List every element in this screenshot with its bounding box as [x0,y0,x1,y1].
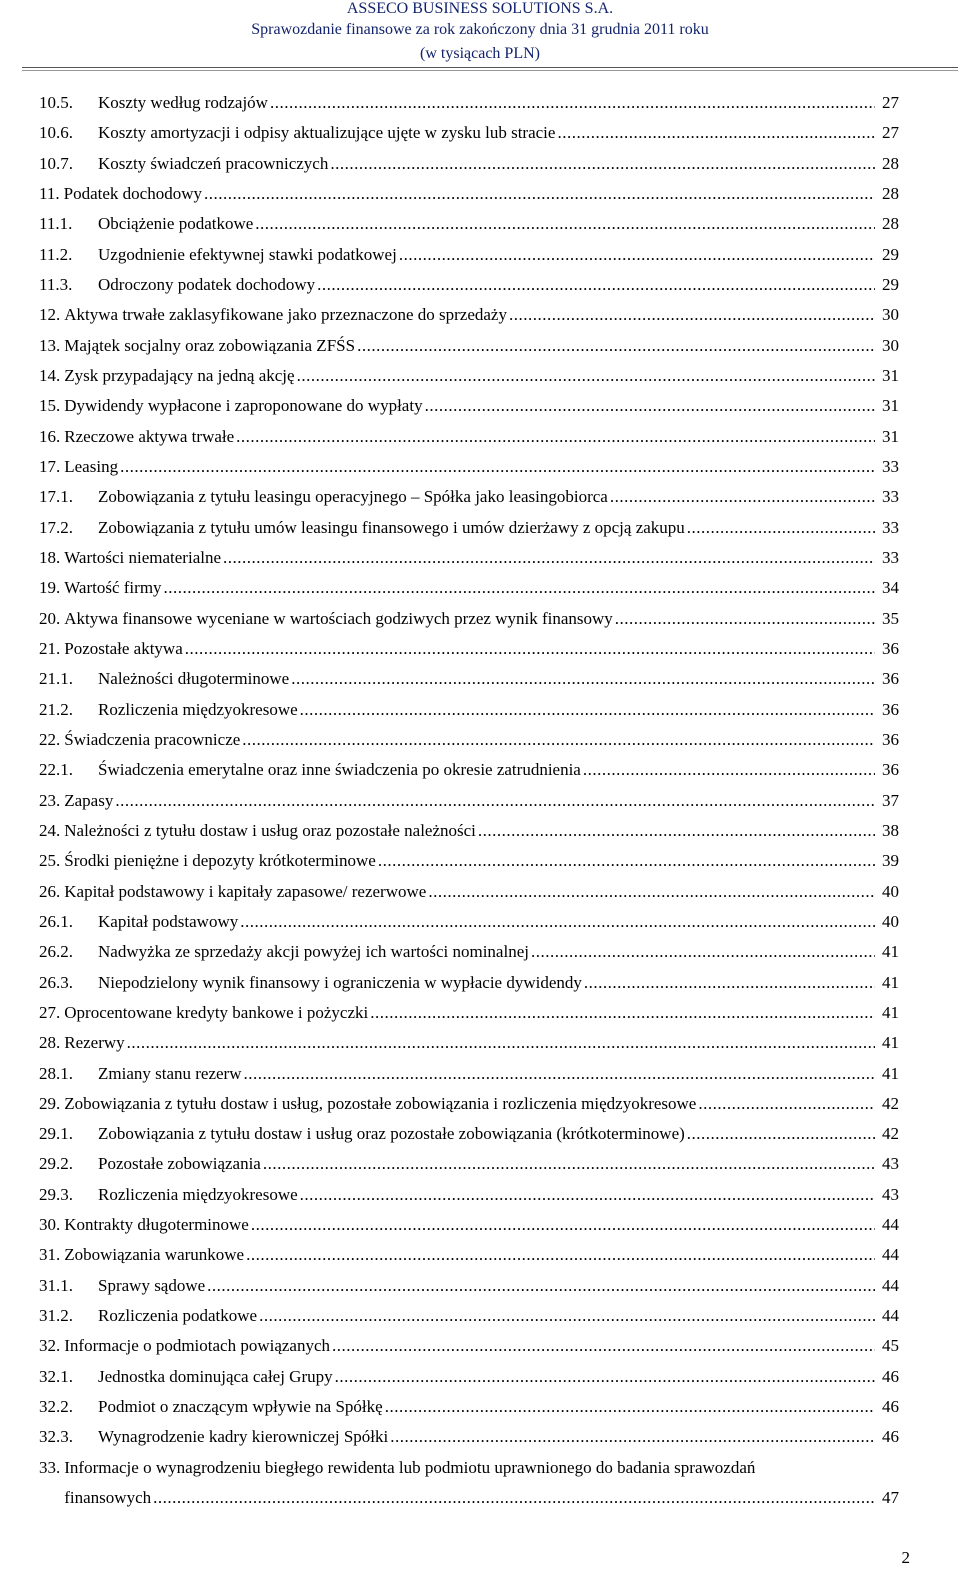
toc-leader-dots [557,118,875,148]
toc-entry-title: Wynagrodzenie kadry kierowniczej Spółki [98,1422,388,1452]
toc-entry-title: Nadwyżka ze sprzedaży akcji powyżej ich wartości nominalnej [98,937,529,967]
toc-entry[interactable] [0,1210,960,1240]
toc-entry-number: 28.1. [39,1063,73,1083]
toc-entry-number: 31.2. [39,1306,73,1326]
toc-entry[interactable] [0,1089,960,1119]
toc-entry-title: Dywidendy wypłacone i zaproponowane do wypłaty [64,391,422,421]
toc-leader-dots [390,1422,875,1452]
toc-entry-number: 25. [39,851,61,871]
toc-entry[interactable] [0,240,960,270]
toc-entry-title: Majątek socjalny oraz zobowiązania ZFŚS [64,331,355,361]
toc-entry-page: 33 [882,487,899,507]
header-divider-secondary [22,70,958,71]
toc-entry-page: 44 [882,1275,899,1295]
toc-entry-page: 31 [882,365,899,385]
toc-entry-number: 17.2. [39,517,73,537]
toc-entry-number: 12. [39,305,61,325]
toc-entry-title: Świadczenia emerytalne oraz inne świadczenia po okresie zatrudnienia [98,755,581,785]
toc-entry-title: Rozliczenia międzyokresowe [98,695,298,725]
toc-entry[interactable] [0,482,960,512]
toc-entry[interactable] [0,1119,960,1149]
toc-leader-dots [120,452,875,482]
toc-entry-page: 42 [882,1093,899,1113]
toc-leader-dots [236,422,875,452]
toc-entry-title-continued: finansowych [64,1483,151,1513]
toc-entry-title: Rezerwy [64,1028,124,1058]
toc-entry-page: 44 [882,1215,899,1235]
toc-entry[interactable] [0,300,960,330]
toc-entry-title: Odroczony podatek dochodowy [98,270,315,300]
toc-entry-title: Kapitał podstawowy [98,907,238,937]
toc-leader-dots [357,331,875,361]
toc-entry-title: Zobowiązania warunkowe [64,1240,244,1270]
toc-leader-dots [509,300,875,330]
toc-entry-number: 28. [39,1033,61,1053]
toc-entry[interactable] [0,664,960,694]
toc-leader-dots [531,937,875,967]
toc-entry-page: 30 [882,305,899,325]
toc-leader-dots [425,391,875,421]
toc-leader-dots [207,1271,875,1301]
toc-entry[interactable] [0,331,960,361]
toc-entry-page: 44 [882,1306,899,1326]
toc-entry-title: Podatek dochodowy [64,179,202,209]
toc-entry-number: 18. [39,547,61,567]
toc-entry[interactable] [0,361,960,391]
report-units: (w tysiącach PLN) [420,45,540,62]
toc-entry-title: Uzgodnienie efektywnej stawki podatkowej [98,240,397,270]
toc-entry[interactable] [0,1240,960,1270]
toc-entry-number: 21.1. [39,669,73,689]
toc-entry-title: Oprocentowane kredyty bankowe i pożyczki [64,998,368,1028]
toc-entry-number: 29. [39,1093,61,1113]
toc-entry-number: 11.3. [39,274,73,294]
toc-entry-number: 26.3. [39,972,73,992]
toc-entry-page: 43 [882,1184,899,1204]
toc-entry-title: Kontrakty długoterminowe [64,1210,249,1240]
toc-entry-title: Informacje o podmiotach powiązanych [64,1331,330,1361]
toc-entry-page: 45 [882,1336,899,1356]
toc-entry-number: 32.1. [39,1366,73,1386]
toc-leader-dots [240,907,875,937]
toc-leader-dots [332,1331,875,1361]
toc-entry-number: 14. [39,365,61,385]
page-number: 2 [901,1548,910,1567]
toc-entry-page: 41 [882,972,899,992]
toc-entry-page: 37 [882,790,899,810]
toc-entry-page: 33 [882,517,899,537]
toc-leader-dots [687,513,875,543]
toc-entry-page: 31 [882,426,899,446]
toc-entry-title: Kapitał podstawowy i kapitały zapasowe/ rezerwowe [64,877,426,907]
toc-entry-number: 17. [39,456,61,476]
toc-entry[interactable] [0,816,960,846]
toc-entry-page: 27 [882,123,899,143]
toc-entry-page: 35 [882,608,899,628]
toc-entry-page: 28 [882,153,899,173]
toc-entry[interactable] [0,1301,960,1331]
toc-entry-number: 11. [39,183,60,203]
toc-leader-dots [204,179,875,209]
toc-leader-dots [687,1119,875,1149]
toc-entry-title: Zmiany stanu rezerw [98,1059,242,1089]
toc-entry-page: 46 [882,1397,899,1417]
toc-entry[interactable] [0,543,960,573]
toc-entry[interactable] [0,452,960,482]
toc-entry-title: Środki pieniężne i depozyty krótkoterminowe [64,846,376,876]
toc-entry[interactable] [0,1149,960,1179]
toc-entry[interactable] [0,907,960,937]
toc-entry[interactable] [0,1180,960,1210]
toc-entry-number: 31.1. [39,1275,73,1295]
toc-entry-title: Zobowiązania z tytułu dostaw i usług oraz pozostałe zobowiązania (krótkoterminowe) [98,1119,685,1149]
toc-entry-number: 32.2. [39,1397,73,1417]
toc-leader-dots [127,1028,875,1058]
toc-entry-page: 36 [882,638,899,658]
toc-leader-dots [115,786,875,816]
toc-entry-title: Rozliczenia podatkowe [98,1301,257,1331]
toc-leader-dots [330,149,875,179]
table-of-contents [0,88,960,1513]
toc-entry[interactable] [0,118,960,148]
toc-leader-dots [291,664,875,694]
toc-leader-dots [259,1301,875,1331]
toc-entry[interactable] [0,1453,960,1513]
toc-entry[interactable] [0,270,960,300]
toc-entry-number: 32.3. [39,1427,73,1447]
toc-entry-title: Rzeczowe aktywa trwałe [64,422,234,452]
toc-entry-number: 29.1. [39,1124,73,1144]
toc-entry[interactable] [0,209,960,239]
toc-entry-number: 23. [39,790,61,810]
toc-entry-number: 21. [39,638,61,658]
toc-leader-dots [385,1392,875,1422]
toc-entry-number: 27. [39,1002,61,1022]
company-name: ASSECO BUSINESS SOLUTIONS S.A. [346,0,614,17]
toc-leader-dots [270,88,875,118]
toc-entry-title: Zobowiązania z tytułu umów leasingu finansowego i umów dzierżawy z opcją zakupu [98,513,685,543]
toc-entry[interactable] [0,573,960,603]
toc-entry-number: 26. [39,881,61,901]
toc-entry[interactable] [0,513,960,543]
toc-leader-dots [399,240,875,270]
toc-entry-title: Pozostałe aktywa [64,634,183,664]
toc-entry-title: Aktywa finansowe wyceniane w wartościach godziwych przez wynik finansowy [64,604,613,634]
toc-entry-number: 10.6. [39,123,73,143]
toc-entry-title: Aktywa trwałe zaklasyfikowane jako przeznaczone do sprzedaży [64,300,507,330]
toc-entry[interactable] [0,634,960,664]
toc-entry-title: Wartość firmy [64,573,161,603]
toc-entry-number: 21.2. [39,699,73,719]
toc-entry-number: 26.1. [39,911,73,931]
toc-leader-dots [300,695,875,725]
toc-entry-number: 11.2. [39,244,73,264]
toc-entry[interactable] [0,755,960,785]
toc-entry-title: Leasing [64,452,118,482]
header-divider [22,67,958,68]
toc-entry-page: 43 [882,1154,899,1174]
toc-leader-dots [478,816,875,846]
toc-entry[interactable] [0,422,960,452]
toc-entry[interactable] [0,968,960,998]
toc-entry-page: 33 [882,547,899,567]
toc-entry-number: 22.1. [39,760,73,780]
toc-leader-dots [242,725,875,755]
toc-leader-dots [246,1240,875,1270]
toc-entry-page: 28 [882,183,899,203]
toc-entry-number: 22. [39,729,61,749]
toc-entry-title: Pozostałe zobowiązania [98,1149,261,1179]
toc-leader-dots [583,755,875,785]
toc-entry-title: Koszty świadczeń pracowniczych [98,149,328,179]
toc-leader-dots [297,361,875,391]
toc-leader-dots [584,968,875,998]
toc-entry[interactable] [0,1271,960,1301]
toc-entry-page: 29 [882,244,899,264]
toc-entry-title: Niepodzielony wynik finansowy i ograniczenia w wypłacie dywidendy [98,968,582,998]
toc-entry-page: 36 [882,760,899,780]
toc-leader-dots [263,1149,875,1179]
toc-entry-title: Sprawy sądowe [98,1271,205,1301]
toc-entry-number: 26.2. [39,942,73,962]
toc-entry[interactable] [0,937,960,967]
report-title: Sprawozdanie finansowe za rok zakończony dnia 31 grudnia 2011 roku [251,21,709,38]
toc-entry-number: 16. [39,426,61,446]
toc-entry-title: Zobowiązania z tytułu leasingu operacyjnego – Spółka jako leasingobiorca [98,482,608,512]
toc-entry-page: 31 [882,396,899,416]
toc-leader-dots [251,1210,875,1240]
toc-entry[interactable] [0,391,960,421]
toc-entry-number: 10.5. [39,93,73,112]
toc-entry-number: 33. [39,1457,61,1477]
toc-entry[interactable] [0,1392,960,1422]
toc-entry-number: 13. [39,335,61,355]
toc-leader-dots [428,877,875,907]
toc-entry-page: 36 [882,669,899,689]
toc-entry[interactable] [0,1422,960,1452]
toc-leader-dots [698,1089,875,1119]
toc-entry[interactable] [0,786,960,816]
toc-entry-page: 46 [882,1427,899,1447]
toc-entry-title: Jednostka dominująca całej Grupy [98,1362,333,1392]
toc-leader-dots [185,634,875,664]
toc-entry-title: Rozliczenia międzyokresowe [98,1180,298,1210]
toc-leader-dots [223,543,875,573]
toc-entry[interactable] [0,846,960,876]
toc-entry-title: Koszty amortyzacji i odpisy aktualizujące ujęte w zysku lub stracie [98,118,555,148]
toc-entry-number: 10.7. [39,153,73,173]
toc-entry[interactable] [0,877,960,907]
toc-entry-page: 47 [882,1487,899,1507]
toc-entry-title: Należności długoterminowe [98,664,289,694]
toc-entry-page: 39 [882,851,899,871]
toc-entry-title: Zysk przypadający na jedną akcję [64,361,294,391]
toc-entry-title: Wartości niematerialne [64,543,221,573]
toc-leader-dots [153,1483,875,1513]
toc-entry-number: 20. [39,608,61,628]
toc-entry-title: Koszty według rodzajów [98,88,268,118]
toc-entry-page: 33 [882,456,899,476]
toc-entry-number: 32. [39,1336,61,1356]
toc-entry[interactable] [0,179,960,209]
toc-entry-page: 40 [882,911,899,931]
toc-entry-number: 29.2. [39,1154,73,1174]
toc-entry-number: 24. [39,820,61,840]
toc-entry-title: Podmiot o znaczącym wpływie na Spółkę [98,1392,383,1422]
toc-entry-page: 29 [882,274,899,294]
toc-entry-number: 31. [39,1245,61,1265]
toc-entry-title: Świadczenia pracownicze [64,725,240,755]
toc-entry-page: 27 [882,93,899,112]
toc-leader-dots [615,604,875,634]
toc-leader-dots [164,573,875,603]
toc-entry[interactable] [0,725,960,755]
toc-leader-dots [244,1059,876,1089]
toc-entry-page: 40 [882,881,899,901]
toc-entry-page: 41 [882,1002,899,1022]
toc-entry[interactable] [0,1331,960,1361]
toc-entry-page: 44 [882,1245,899,1265]
toc-entry[interactable] [0,1028,960,1058]
toc-entry-page: 41 [882,1063,899,1083]
toc-entry-number: 29.3. [39,1184,73,1204]
toc-entry-number: 15. [39,396,61,416]
toc-entry[interactable] [0,1059,960,1089]
toc-leader-dots [300,1180,875,1210]
toc-entry-number: 17.1. [39,487,73,507]
toc-entry-title: Należności z tytułu dostaw i usług oraz pozostałe należności [64,816,476,846]
toc-entry-page: 41 [882,1033,899,1053]
toc-entry[interactable] [0,604,960,634]
toc-entry[interactable] [0,695,960,725]
toc-entry-page: 36 [882,699,899,719]
toc-leader-dots [378,846,875,876]
toc-entry[interactable] [0,88,960,118]
toc-entry-page: 34 [882,578,899,598]
toc-entry[interactable] [0,1362,960,1392]
toc-entry-page: 42 [882,1124,899,1144]
toc-entry-page: 28 [882,214,899,234]
toc-leader-dots [335,1362,875,1392]
toc-leader-dots [370,998,875,1028]
toc-entry-title: Zapasy [64,786,113,816]
toc-entry-number: 30. [39,1215,61,1235]
toc-leader-dots [255,209,875,239]
toc-leader-dots [317,270,875,300]
toc-entry-page: 36 [882,729,899,749]
toc-leader-dots [610,482,875,512]
toc-entry-title: Obciążenie podatkowe [98,209,253,239]
toc-entry[interactable] [0,998,960,1028]
toc-entry-title: Zobowiązania z tytułu dostaw i usług, pozostałe zobowiązania i rozliczenia międzyokresowe [64,1089,696,1119]
toc-entry[interactable] [0,149,960,179]
toc-entry-page: 41 [882,942,899,962]
toc-entry-page: 38 [882,820,899,840]
toc-entry-title: Informacje o wynagrodzeniu biegłego rewidenta lub podmiotu uprawnionego do badania sprawozdań [64,1457,756,1477]
toc-entry-number: 19. [39,578,61,598]
toc-entry-page: 30 [882,335,899,355]
toc-entry-number: 11.1. [39,214,73,234]
toc-entry-page: 46 [882,1366,899,1386]
